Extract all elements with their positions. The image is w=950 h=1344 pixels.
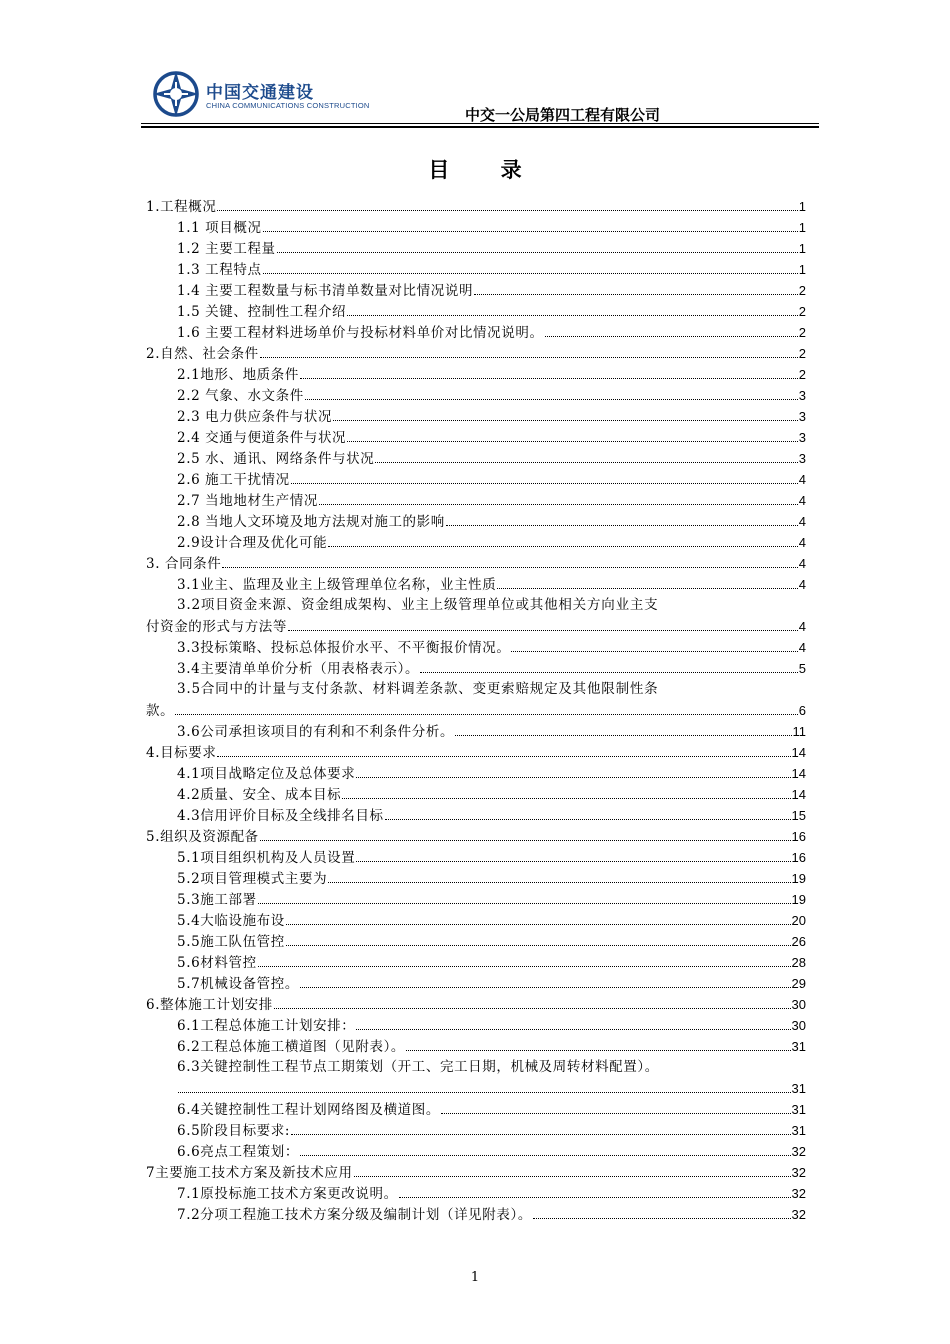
toc-leader-dots: [511, 637, 797, 652]
toc-entry-text: 3.5合同中的计量与支付条款、材料调差条款、变更索赔规定及其他限制性条: [177, 681, 659, 697]
toc-entry-page: 29: [791, 976, 806, 991]
toc-leader-dots: [342, 784, 790, 799]
toc-leader-dots: [399, 1183, 791, 1198]
toc-entry[interactable]: [146, 238, 806, 259]
toc-entry[interactable]: [146, 763, 806, 784]
toc-entry-text: 7.1原投标施工技术方案更改说明。: [177, 1186, 398, 1202]
toc-entry-text: 6.6亮点工程策划：: [177, 1144, 299, 1160]
toc-entry-page: 4: [798, 640, 806, 655]
toc-entry[interactable]: [146, 637, 806, 658]
toc-entry-page: 26: [791, 934, 806, 949]
toc-entry-page: 4: [798, 556, 806, 571]
toc-entry-page: 4: [798, 577, 806, 592]
toc-entry-page: 1: [798, 199, 806, 214]
logo-chinese-text: 中国交通建设: [206, 83, 314, 103]
toc-entry-text: 1.2 主要工程量: [177, 241, 276, 257]
table-of-contents: [146, 196, 806, 1225]
page-number: 1: [470, 1270, 480, 1285]
toc-entry-page: 15: [791, 808, 806, 823]
toc-entry-text: 5.7机械设备管控。: [177, 976, 299, 992]
toc-entry-text: 3.1业主、监理及业主上级管理单位名称，业主性质: [177, 577, 497, 593]
company-name: 中交一公局第四工程有限公司: [464, 106, 660, 124]
toc-leader-dots: [375, 448, 797, 463]
toc-entry-page: 16: [791, 850, 806, 865]
toc-leader-dots: [260, 343, 798, 358]
toc-entry[interactable]: [146, 1183, 806, 1204]
toc-entry[interactable]: [146, 1036, 806, 1057]
toc-leader-dots: [274, 994, 791, 1009]
toc-leader-dots: [175, 700, 798, 715]
toc-entry-text: 2.自然、社会条件: [146, 346, 259, 362]
toc-leader-dots: [455, 721, 791, 736]
toc-entry-page: 16: [791, 829, 806, 844]
toc-entry-page: 1: [798, 241, 806, 256]
toc-entry-page: 3: [798, 430, 806, 445]
toc-entry-page: 32: [791, 1144, 806, 1159]
toc-leader-dots: [356, 847, 790, 862]
toc-entry-page: 14: [791, 787, 806, 802]
toc-entry[interactable]: [146, 406, 806, 427]
toc-leader-dots: [305, 385, 798, 400]
toc-entry-text: 4.目标要求: [146, 745, 217, 761]
toc-entry-page: 6: [798, 703, 806, 718]
toc-entry-page: 1: [798, 262, 806, 277]
toc-entry-page: 2: [798, 346, 806, 361]
header-rule-thick: [141, 126, 819, 128]
toc-entry-text: 6.1工程总体施工计划安排：: [177, 1018, 356, 1034]
toc-entry-text: 3.6公司承担该项目的有利和不利条件分析。: [177, 724, 455, 740]
toc-entry[interactable]: [146, 427, 806, 448]
toc-entry[interactable]: [146, 889, 806, 910]
toc-entry-text: 7.2分项工程施工技术方案分级及编制计划（详见附表）。: [177, 1207, 532, 1223]
toc-entry[interactable]: [146, 742, 806, 763]
toc-entry-page: 28: [791, 955, 806, 970]
toc-entry[interactable]: [146, 805, 806, 826]
toc-entry-text: 5.1项目组织机构及人员设置: [177, 850, 356, 866]
toc-entry[interactable]: [146, 280, 806, 301]
toc-leader-dots: [356, 763, 790, 778]
toc-entry[interactable]: [146, 301, 806, 322]
toc-entry[interactable]: [146, 532, 806, 553]
toc-leader-dots: [328, 532, 798, 547]
toc-entry[interactable]: [146, 952, 806, 973]
toc-leader-dots: [406, 1036, 791, 1051]
toc-entry[interactable]: [146, 1015, 806, 1036]
toc-entry-page: 5: [798, 661, 806, 676]
toc-leader-dots: [533, 1204, 791, 1219]
toc-entry[interactable]: [146, 1162, 806, 1183]
toc-entry[interactable]: [146, 784, 806, 805]
toc-entry[interactable]: [146, 364, 806, 385]
toc-entry[interactable]: [146, 490, 806, 511]
toc-leader-dots: [222, 553, 797, 568]
toc-leader-dots: [333, 406, 798, 421]
toc-entry-text: 7主要施工技术方案及新技术应用: [146, 1165, 353, 1181]
toc-entry-text: 2.9设计合理及优化可能: [177, 535, 328, 551]
ccc-emblem-icon: [150, 68, 202, 120]
toc-leader-dots: [354, 1162, 791, 1177]
toc-leader-dots: [258, 889, 791, 904]
toc-entry[interactable]: [146, 343, 806, 364]
toc-entry[interactable]: [146, 1204, 806, 1225]
toc-entry-text: 2.1地形、地质条件: [177, 367, 299, 383]
toc-entry-page: 4: [798, 493, 806, 508]
toc-entry-text: 2.6 施工干扰情况: [177, 472, 290, 488]
toc-entry[interactable]: [146, 1120, 806, 1141]
toc-leader-dots: [328, 868, 790, 883]
toc-entry[interactable]: [146, 826, 806, 847]
toc-entry-text-continued: 付资金的形式与方法等: [146, 619, 287, 635]
logo-english-text: CHINA COMMUNICATIONS CONSTRUCTION: [206, 101, 370, 110]
toc-entry-page: 4: [798, 535, 806, 550]
toc-leader-dots: [291, 469, 798, 484]
toc-entry-page: 14: [791, 745, 806, 760]
toc-entry[interactable]: [146, 385, 806, 406]
toc-leader-dots: [288, 616, 798, 631]
toc-leader-dots: [300, 1141, 791, 1156]
toc-leader-dots: [420, 658, 798, 673]
toc-entry-text-continued: 款。: [146, 703, 175, 719]
toc-leader-dots: [385, 805, 791, 820]
toc-entry[interactable]: [146, 1099, 806, 1120]
toc-entry-page: 2: [798, 325, 806, 340]
toc-entry[interactable]: [146, 868, 806, 889]
toc-entry-page: 31: [791, 1039, 806, 1054]
toc-entry-text: 2.7 当地地材生产情况: [177, 493, 318, 509]
toc-entry[interactable]: [146, 931, 806, 952]
toc-entry-page: 3: [798, 409, 806, 424]
toc-entry-page: 4: [798, 619, 806, 634]
toc-entry-page: 2: [798, 367, 806, 382]
toc-entry-text: 4.2质量、安全、成本目标: [177, 787, 342, 803]
toc-leader-dots: [258, 952, 791, 967]
toc-entry-text: 5.6材料管控: [177, 955, 257, 971]
toc-entry-page: 31: [791, 1102, 806, 1117]
toc-leader-dots: [263, 259, 798, 274]
toc-leader-dots: [497, 574, 797, 589]
toc-entry[interactable]: [146, 469, 806, 490]
toc-entry[interactable]: [146, 1057, 806, 1099]
toc-entry-page: 32: [791, 1165, 806, 1180]
toc-entry-text: 3.2项目资金来源、资金组成架构、业主上级管理单位或其他相关方向业主支: [177, 597, 659, 613]
toc-leader-dots: [260, 826, 791, 841]
toc-entry-page: 4: [798, 472, 806, 487]
toc-entry-text: 5.4大临设施布设: [177, 913, 285, 929]
toc-leader-dots: [217, 742, 790, 757]
toc-entry[interactable]: [146, 553, 806, 574]
toc-entry-page: 3: [798, 388, 806, 403]
toc-entry-page: 30: [791, 997, 806, 1012]
toc-entry-text: 2.5 水、通讯、网络条件与状况: [177, 451, 375, 467]
toc-leader-dots: [356, 1015, 790, 1030]
toc-entry-text: 1.4 主要工程数量与标书清单数量对比情况说明: [177, 283, 474, 299]
toc-leader-dots: [178, 1078, 791, 1093]
toc-entry-page: 2: [798, 304, 806, 319]
toc-entry[interactable]: [146, 217, 806, 238]
toc-entry[interactable]: [146, 259, 806, 280]
toc-entry-page: 3: [798, 451, 806, 466]
toc-entry-page: 19: [791, 892, 806, 907]
toc-entry-text: 6.3关键控制性工程节点工期策划（开工、完工日期，机械及周转材料配置）。: [177, 1059, 659, 1075]
company-logo: [150, 68, 370, 124]
toc-entry-page: 19: [791, 871, 806, 886]
toc-entry-page: 2: [798, 283, 806, 298]
toc-leader-dots: [286, 910, 791, 925]
toc-entry-page: 14: [791, 766, 806, 781]
toc-entry[interactable]: [146, 1141, 806, 1162]
toc-entry-text: 1.6 主要工程材料进场单价与投标材料单价对比情况说明。: [177, 325, 544, 341]
toc-entry-text: 3.3投标策略、投标总体报价水平、不平衡报价情况。: [177, 640, 511, 656]
toc-entry-text: 6.整体施工计划安排: [146, 997, 273, 1013]
toc-entry-text: 5.5施工队伍管控: [177, 934, 285, 950]
toc-leader-dots: [441, 1099, 791, 1114]
toc-entry[interactable]: [146, 448, 806, 469]
toc-entry[interactable]: [146, 511, 806, 532]
toc-entry-page: 32: [791, 1186, 806, 1201]
toc-entry[interactable]: [146, 322, 806, 343]
toc-entry-page: 32: [791, 1207, 806, 1222]
toc-entry-text: 4.3信用评价目标及全线排名目标: [177, 808, 384, 824]
toc-entry-page: 30: [791, 1018, 806, 1033]
toc-entry-page: 11: [792, 724, 806, 739]
toc-leader-dots: [347, 427, 798, 442]
toc-entry-page: 20: [791, 913, 806, 928]
toc-entry-text: 5.组织及资源配备: [146, 829, 259, 845]
toc-leader-dots: [291, 1120, 791, 1135]
toc-entry-page: 1: [798, 220, 806, 235]
toc-entry-text: 1.1 项目概况: [177, 220, 262, 236]
toc-entry-page: 31: [791, 1081, 806, 1096]
toc-entry-text: 6.4关键控制性工程计划网络图及横道图。: [177, 1102, 440, 1118]
toc-leader-dots: [300, 973, 791, 988]
toc-title: 目 录: [428, 158, 544, 182]
toc-leader-dots: [263, 217, 798, 232]
toc-leader-dots: [446, 511, 798, 526]
toc-entry-text: 2.2 气象、水文条件: [177, 388, 304, 404]
toc-entry-text: 6.5阶段目标要求:: [177, 1123, 291, 1139]
toc-entry[interactable]: [146, 658, 806, 679]
toc-entry[interactable]: [146, 994, 806, 1015]
toc-entry[interactable]: [146, 910, 806, 931]
toc-leader-dots: [347, 301, 798, 316]
header-rule-thin: [141, 123, 819, 124]
toc-entry-text: 3.4主要清单单价分析（用表格表示）。: [177, 661, 420, 677]
toc-entry-page: 4: [798, 514, 806, 529]
toc-entry[interactable]: [146, 196, 806, 217]
toc-entry-text: 5.3施工部署: [177, 892, 257, 908]
toc-entry[interactable]: [146, 847, 806, 868]
toc-entry[interactable]: [146, 595, 806, 637]
toc-leader-dots: [545, 322, 798, 337]
toc-entry-text: 1.5 关键、控制性工程介绍: [177, 304, 347, 320]
toc-entry[interactable]: [146, 679, 806, 721]
toc-leader-dots: [319, 490, 798, 505]
toc-entry-text: 2.3 电力供应条件与状况: [177, 409, 333, 425]
toc-leader-dots: [286, 931, 791, 946]
toc-leader-dots: [277, 238, 798, 253]
toc-entry-text: 1.3 工程特点: [177, 262, 262, 278]
toc-entry-text: 3. 合同条件: [146, 556, 222, 572]
toc-entry[interactable]: [146, 574, 806, 595]
toc-leader-dots: [300, 364, 798, 379]
toc-entry-text: 2.4 交通与便道条件与状况: [177, 430, 347, 446]
toc-entry-page: 31: [791, 1123, 806, 1138]
toc-entry-text: 1.工程概况: [146, 199, 217, 215]
toc-leader-dots: [217, 196, 797, 211]
toc-entry-text: 5.2项目管理模式主要为: [177, 871, 328, 887]
toc-entry-text: 2.8 当地人文环境及地方法规对施工的影响: [177, 514, 445, 530]
toc-entry[interactable]: [146, 721, 806, 742]
toc-entry-text: 6.2工程总体施工横道图（见附表）。: [177, 1039, 406, 1055]
toc-entry[interactable]: [146, 973, 806, 994]
toc-entry-text: 4.1项目战略定位及总体要求: [177, 766, 356, 782]
toc-leader-dots: [474, 280, 798, 295]
